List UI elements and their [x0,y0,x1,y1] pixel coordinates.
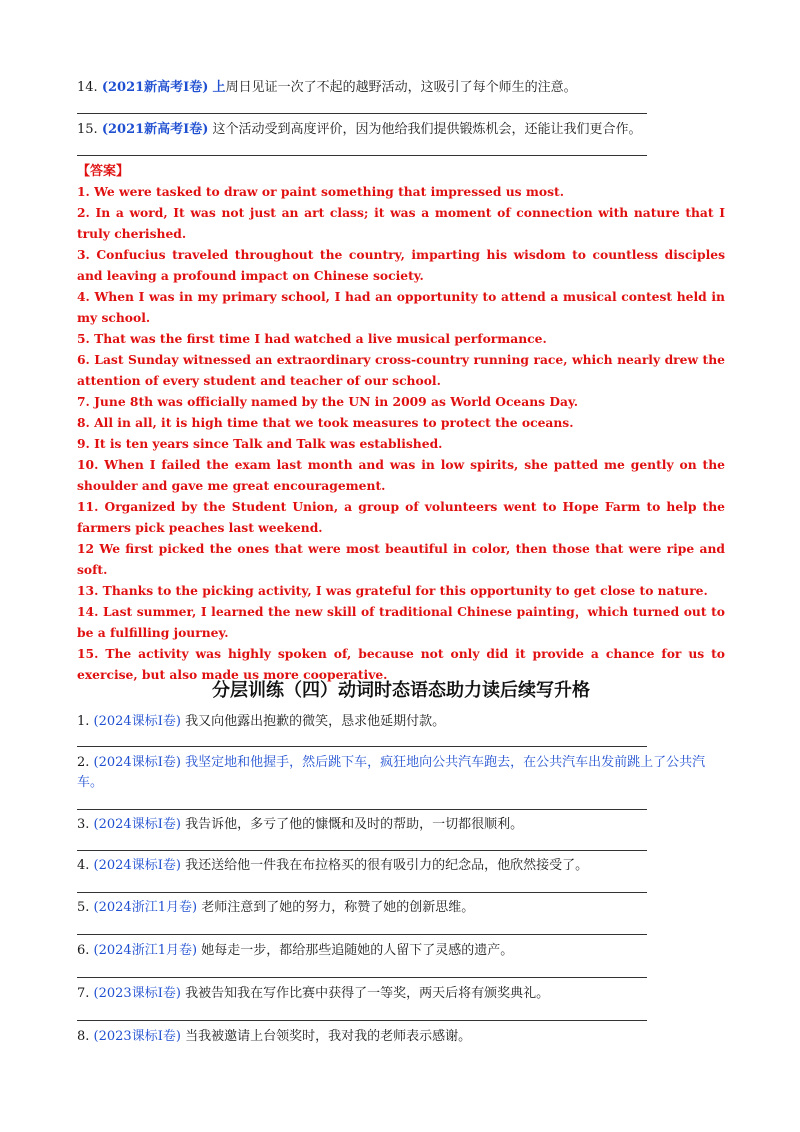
section-title: 分层训练（四）动词时态语态助力读后续写升格 [212,680,590,701]
question-number: 6. [77,943,90,958]
section-question-5 [77,898,474,918]
question-source: (2024浙江1月卷) [93,900,198,915]
question-number: 15. [77,122,98,137]
question-source: (2021新高考I卷) [101,122,209,137]
question-text: 当我被邀请上台领奖时，我对我的老师表示感谢。 [185,1029,472,1044]
question-source: (2021新高考I卷) [101,80,209,95]
section-question-6 [77,941,513,961]
answer-item: 8. All in all, it is high time that we took measures to protect the oceans. [77,415,574,430]
question-number: 8. [77,1029,90,1044]
answer-line [77,934,647,935]
question-number: 5. [77,900,90,915]
section-question-3 [77,815,523,835]
question-source: (2024课标I卷) [93,817,181,832]
question-text-prefix: 上 [212,80,226,95]
answer-item: 15. The activity was highly spoken of, because not only did it provide a chance for us to exercise, but also made us more cooperative. [77,646,725,682]
answer-item: 7. June 8th was officially named by the UN in 2009 as World Oceans Day. [77,394,579,409]
question-number: 14. [77,80,98,95]
answer-item: 14. Last summer, I learned the new skill of traditional Chinese painting，which turned out to be a fulfilling journey. [77,604,725,640]
question-text: 我又向他露出抱歉的微笑，恳求他延期付款。 [185,714,446,729]
answer-line [77,1020,647,1021]
answer-heading: 【答案】 [77,164,130,179]
answer-item: 4. When I was in my primary school, I had an opportunity to attend a musical contest held in my school. [77,289,725,325]
question-text: 周日见证一次了不起的越野活动，这吸引了每个师生的注意。 [225,80,577,95]
question-source: (2023课标I卷) [93,986,181,1001]
answer-item: 1. We were tasked to draw or paint something that impressed us most. [77,184,564,199]
answer-line [77,892,647,893]
question-source: (2024课标I卷) [93,714,181,729]
question-14 [77,78,577,98]
question-text: 她每走一步，都给那些追随她的人留下了灵感的遗产。 [201,943,514,958]
answer-item: 11. Organized by the Student Union, a group of volunteers went to Hope Farm to help the farmers pick peaches last weekend. [77,499,725,535]
section-question-7 [77,984,549,1004]
answer-line [77,746,647,747]
answer-item: 13. Thanks to the picking activity, I was grateful for this opportunity to get close to nature. [77,583,708,598]
section-question-1 [77,712,445,732]
question-number: 4. [77,858,90,873]
answer-item: 3. Confucius traveled throughout the country, imparting his wisdom to countless disciples and leaving a profound impact on Chinese society. [77,247,725,283]
question-15 [77,120,642,140]
answer-item: 10. When I failed the exam last month and was in low spirits, she patted me gently on the shoulder and gave me great encouragement. [77,457,725,493]
question-text: 我被告知我在写作比赛中获得了一等奖，两天后将有颁奖典礼。 [185,986,550,1001]
answer-item: 2. In a word, It was not just an art class; it was a moment of connection with nature that I truly cherished. [77,205,725,241]
question-number: 1. [77,714,90,729]
question-text: 老师注意到了她的努力，称赞了她的创新思维。 [201,900,475,915]
question-source: (2024课标I卷) [93,858,181,873]
answer-item: 6. Last Sunday witnessed an extraordinary cross-country running race, which nearly drew the attention of every student and teacher of our school. [77,352,725,388]
question-source: (2024课标I卷) [93,755,181,770]
question-number: 3. [77,817,90,832]
question-text: 我告诉他，多亏了他的慷慨和及时的帮助，一切都很顺利。 [185,817,524,832]
answer-line [77,155,647,156]
question-text: 我坚定地和他握手，然后跳下车，疯狂地向公共汽车跑去，在公共汽车出发前跳上了公共汽车。 [77,755,706,790]
section-question-4 [77,856,588,876]
question-number: 7. [77,986,90,1001]
section-question-8 [77,1027,471,1047]
question-text: 这个活动受到高度评价，因为他给我们提供锻炼机会，还能让我们更合作。 [212,122,642,137]
section-question-2 [77,753,725,793]
answer-line [77,113,647,114]
answer-list [77,181,725,685]
question-source: (2024浙江1月卷) [93,943,198,958]
answer-item: 5. That was the first time I had watched a live musical performance. [77,331,547,346]
answer-item: 9. It is ten years since Talk and Talk was established. [77,436,443,451]
answer-line [77,850,647,851]
answer-line [77,809,647,810]
question-source: (2023课标I卷) [93,1029,181,1044]
answer-line [77,977,647,978]
answer-item: 12 We first picked the ones that were most beautiful in color, then those that were ripe and soft. [77,541,725,577]
question-text: 我还送给他一件我在布拉格买的很有吸引力的纪念品，他欣然接受了。 [185,858,589,873]
question-number: 2. [77,755,90,770]
